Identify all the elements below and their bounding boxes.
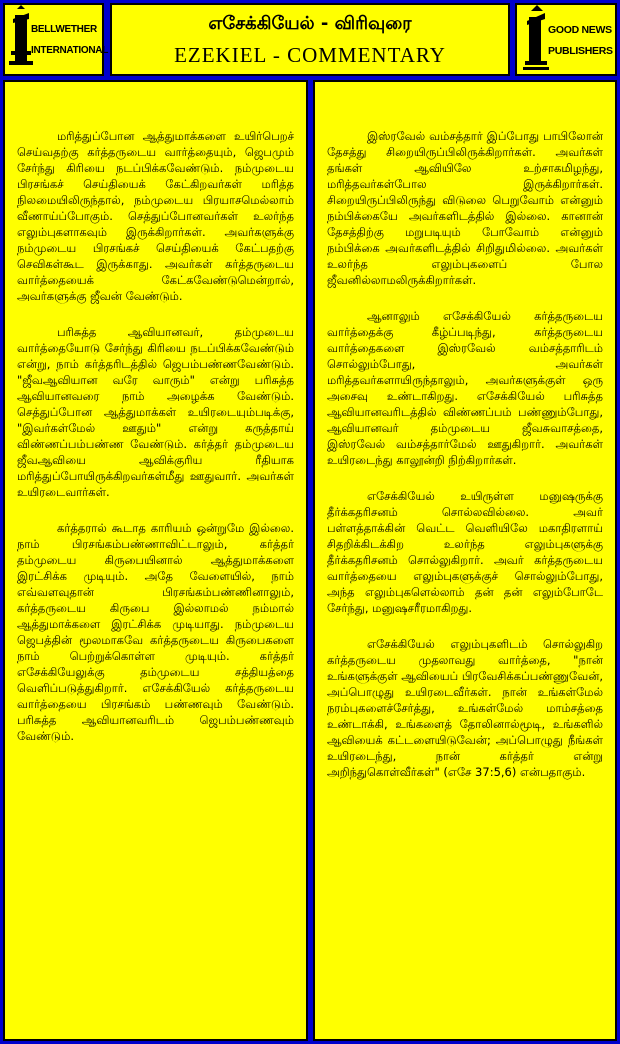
title-english: EZEKIEL - COMMENTARY [174, 43, 446, 67]
good-news-logo [515, 3, 617, 76]
right-paragraph-1: இஸ்ரவேல் வம்சத்தார் இப்போது பாபிலோன் தேசத்து சிறையிருப்பிலிருக்கிறார்கள். அவர்கள் தங்கள் ஆவியிலே உற்சாகமிழந்து, மரித்தவர்கள்போல இருக்கிறார்கள். சிறையிருப்பிலிருந்து விடுலை பெறுவோம் என்னும் நம்பிக்கையே அவர்களிடத்தில் இல்லை. கானான் தேசத்திற்கு மறுபடியும் போவோம் என்னும் நம்பிக்கை அவர்களிடத்தில் சிறிதுமில்லை. அவர்கள் உலர்ந்த எலும்புகளைப் போல ஜீவனில்லாமலிருக்கிறார்கள். [327, 129, 603, 287]
left-column [3, 80, 308, 1041]
right-paragraph-3: எசேக்கியேல் உயிருள்ள மனுஷருக்கு தீர்க்கதரிசனம் சொல்லவில்லை. அவர் பள்ளத்தாக்கின் வெட்ட வெளியிலே மகாதிரளாய் சிதறிக்கிடக்கிற உலர்ந்த எலும்புகளுக்கு தீர்க்கதரிசனம் சொல்லுகிறார். அவர் கர்த்தருடைய வார்த்தையை எலும்புகளுக்குச் சொல்லும்போது, அந்த எலும்புகளெல்லாம் தன் தன் எலும்போடே சேர்ந்து, மனுஷசரீரமாகிறது. [327, 489, 603, 615]
lion-icon [5, 5, 102, 74]
logo-right-line2: PUBLISHERS [548, 45, 613, 57]
left-paragraph-2: பரிசுத்த ஆவியானவர், தம்முடைய வார்த்தையோடு சேர்ந்து கிரியை நடப்பிக்கவேண்டும் என்று, நாம் கர்த்தரிடத்தில் ஜெபம்பண்ணவேண்டும். "ஜீவஆவியான வரே வாரும்" என்று பரிசுத்த ஆவியானவரை நாம் அழைக்க வேண்டும். செத்துப்போன ஆத்துமாக்கள் உயிரடையும்படிக்கு, "இவர்கள்மேல் ஊதும்" என்று கருத்தாய் விண்ணப்பம்பண்ண வேண்டும். கர்த்தர் தம்முடைய ஜீவஆவியை ஆவிக்குரிய ரீதியாக மரித்துப்போயிருக்கிறவர்கள்மீது ஊதுவார். அவர்கள் உயிரடைவார்கள். [17, 325, 294, 499]
logo-left-line1: BELLWETHER [31, 24, 97, 35]
right-paragraph-4: எசேக்கியேல் எலும்புகளிடம் சொல்லுகிற கர்த்தருடைய முதலாவது வார்த்தை, "நான் உங்களுக்குள் ஆவியைப் பிரவேசிக்கப்பண்ணுவேன், அப்பொழுது உயிரடைவீர்கள். நான் உங்கள்மேல் நரம்புகளைச்சேர்த்து, உங்கள்மேல் மாம்சத்தை உண்டாக்கி, உங்களைத் தோலினால்மூடி, உங்களில் ஆவியைக் கட்டளையிடுவேன்; அப்பொழுது நீங்கள் உயிரடைந்து, நான் கர்த்தர் என்று அறிந்துகொள்வீர்கள்" (எசே 37:5,6) என்பதாகும். [327, 637, 604, 779]
left-paragraph-1: மரித்துப்போன ஆத்துமாக்களை உயிர்பெறச் செய்வதற்கு கர்த்தருடைய வார்த்தையும், ஜெபமும் சேர்ந்து கிரியை நடப்பிக்கவேண்டும். நம்முடைய பிரசங்கச் செய்தியைக் கேட்கிறவர்கள் மரித்த நிலமையிலிருந்தால், நம்முடைய பிரயாசமெல்லாம் வீணாய்ப்போகும். செத்துப்போனவர்கள் உலர்ந்த எலும்புகளாகவும் இருக்கிறார்கள். அவர்களுக்கு நம்முடைய பிரசங்கச் செய்தியைக் கேட்பதற்கு செவிகள்கூட இருக்காது. அவர்கள் கர்த்தருடைய வார்த்தையைக் கேட்கவேண்டுமென்றால், அவர்களுக்கு ஜீவன் வேண்டும். [17, 129, 294, 303]
bellwether-logo [3, 3, 109, 76]
logo-right-line1: GOOD NEWS [548, 24, 612, 36]
logo-left-line2: INTERNATIONAL [31, 45, 109, 56]
left-paragraph-3: கர்த்தரால் கூடாத காரியம் ஒன்றுமே இல்லை. நாம் பிரசங்கம்பண்ணாவிட்டாலும், கர்த்தர் தம்முடைய கிருபையினால் ஆத்துமாக்களை இரட்சிக்க முடியும். அதே வேளையில், நாம் எவ்வளவுதான் பிரசங்கம்பண்ணினாலும், கர்த்தருடைய கிருபை இல்லாமல் நம்மால் ஆத்துமாக்களை இரட்சிக்க முடியாது. நம்முடைய ஜெபத்தின் மூலமாகவே கர்த்தருடைய கிருபைகளை நாம் பெற்றுக்கொள்ள முடியும். கர்த்தர் எசேக்கியேலுக்கு தம்முடைய சத்தியத்தை வெளிப்படுத்துகிறார். எசேக்கியேல் கர்த்தருடைய வார்த்தையை பிரசங்கம் பண்ணவும் வேண்டும். பரிசுத்த ஆவியானவரிடம் ஜெபம்பண்ணவும் வேண்டும். [17, 521, 294, 743]
title-tamil: எசேக்கியேல் - விரிவுரை [208, 13, 412, 34]
right-paragraph-2: ஆனாலும் எசேக்கியேல் கர்த்தருடைய வார்த்தைக்கு கீழ்ப்படிந்து, கர்த்தருடைய வார்த்தைகளை இஸ்ரவேல் வம்சத்தாரிடம் சொல்லும்போது, அவர்கள் மரித்தவர்களாயிருந்தாலும், அவர்களுக்குள் ஒரு அசைவு உண்டாகிறது. எசேக்கியேல் பரிசுத்த ஆவியானவரிடத்தில் விண்ணப்பம் பண்ணும்போது, ஆவியானவர் தம்முடைய ஜீவசுவாசத்தை, இஸ்ரவேல் வம்சத்தார்மேல் ஊதுகிறார். அவர்கள் உயிரடைந்து காலூன்றி நிற்கிறார்கள். [327, 309, 603, 467]
eagle-icon [517, 5, 615, 74]
page-header [110, 3, 510, 76]
right-column [313, 80, 617, 1041]
